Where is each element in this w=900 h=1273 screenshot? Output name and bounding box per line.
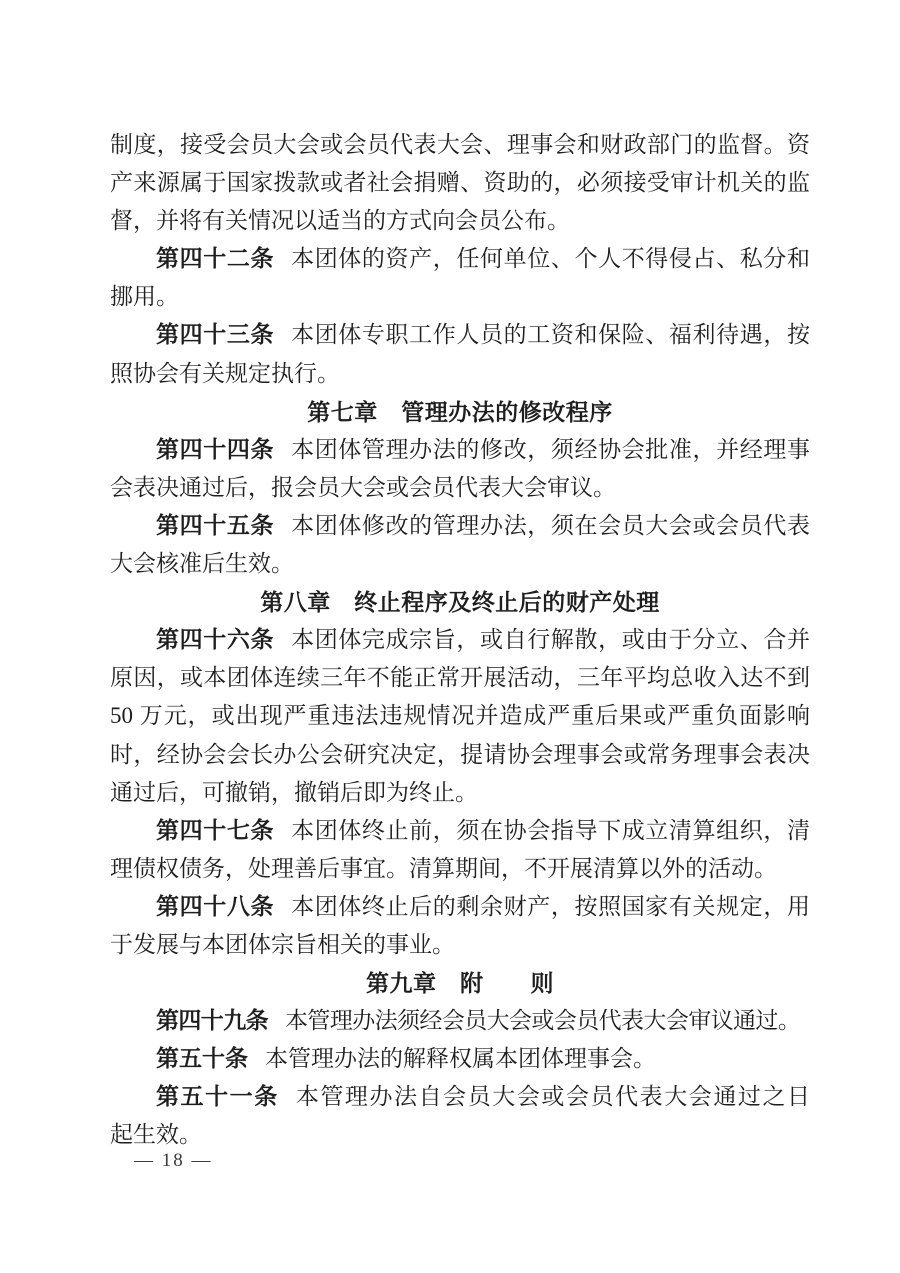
text-line	[110, 1040, 810, 1078]
text-line: 大会核准后生效。	[110, 551, 294, 577]
article-text: 本团体终止前，须在协会指导下成立清算组织，清	[291, 817, 811, 843]
text-line	[110, 1078, 810, 1116]
text-line	[110, 316, 810, 354]
article-number: 第四十八条	[156, 893, 275, 919]
chapter-heading: 第九章 附 则	[366, 970, 554, 997]
article-text: 本管理办法须经会员大会或会员代表大会审议通过。	[285, 1008, 801, 1034]
text-line: 理债权债务，处理善后事宜。清算期间，不开展清算以外的活动。	[110, 855, 777, 881]
text-line: 产来源属于国家拨款或者社会捐赠、资助的，必须接受审计机关的监	[110, 170, 810, 196]
text-line	[110, 812, 810, 850]
article-text: 本管理办法的解释权属本团体理事会。	[265, 1046, 656, 1072]
article-text: 本团体完成宗旨，或自行解散，或由于分立、合并	[291, 627, 811, 653]
text-line	[110, 621, 810, 659]
text-line	[110, 1002, 810, 1040]
article-text: 本团体专职工作人员的工资和保险、福利待遇，按	[291, 322, 811, 348]
text-line: 挪用。	[110, 284, 179, 310]
article-number: 第四十四条	[156, 436, 275, 462]
text-line: 于发展与本团体宗旨相关的事业。	[110, 931, 455, 957]
article-text: 本团体修改的管理办法，须在会员大会或会员代表	[291, 512, 811, 538]
article-number: 第四十五条	[156, 512, 275, 538]
text-line: 照协会有关规定执行。	[110, 360, 340, 386]
article-number: 第四十九条	[156, 1008, 269, 1034]
chapter-heading: 第八章 终止程序及终止后的财产处理	[260, 589, 660, 616]
text-line	[110, 507, 810, 545]
text-line: 制度，接受会员大会或会员代表大会、理事会和财政部门的监督。资	[110, 132, 810, 157]
article-text: 本管理办法自会员大会或会员代表大会通过之日	[295, 1084, 811, 1110]
text-line	[110, 431, 810, 469]
page-number: — 18 —	[134, 1150, 213, 1171]
document-body	[110, 126, 810, 1155]
article-number: 第四十七条	[156, 817, 275, 843]
article-text: 本团体管理办法的修改，须经协会批准，并经理事	[291, 436, 811, 462]
text-line: 通过后，可撤销，撤销后即为终止。	[110, 779, 478, 805]
text-line	[110, 888, 810, 926]
text-line	[110, 240, 810, 278]
text-line: 督，并将有关情况以适当的方式向会员公布。	[110, 208, 570, 234]
article-text: 本团体终止后的剩余财产，按照国家有关规定，用	[291, 893, 811, 919]
text-line: 会表决通过后，报会员大会或会员代表大会审议。	[110, 474, 616, 500]
chapter-heading: 第七章 管理办法的修改程序	[307, 398, 613, 425]
article-number: 第四十三条	[156, 322, 275, 348]
text-line: 时，经协会会长办公会研究决定，提请协会理事会或常务理事会表决	[110, 741, 810, 767]
article-number: 第四十六条	[156, 627, 275, 653]
text-line: 起生效。	[110, 1122, 202, 1148]
article-number: 第四十二条	[156, 246, 275, 272]
text-line: 原因，或本团体连续三年不能正常开展活动，三年平均总收入达不到	[110, 665, 810, 691]
article-number: 第五十条	[156, 1046, 248, 1072]
article-number: 第五十一条	[156, 1084, 279, 1110]
text-line: 50 万元，或出现严重违法违规情况并造成严重后果或严重负面影响	[110, 703, 810, 729]
article-text: 本团体的资产，任何单位、个人不得侵占、私分和	[291, 246, 811, 272]
